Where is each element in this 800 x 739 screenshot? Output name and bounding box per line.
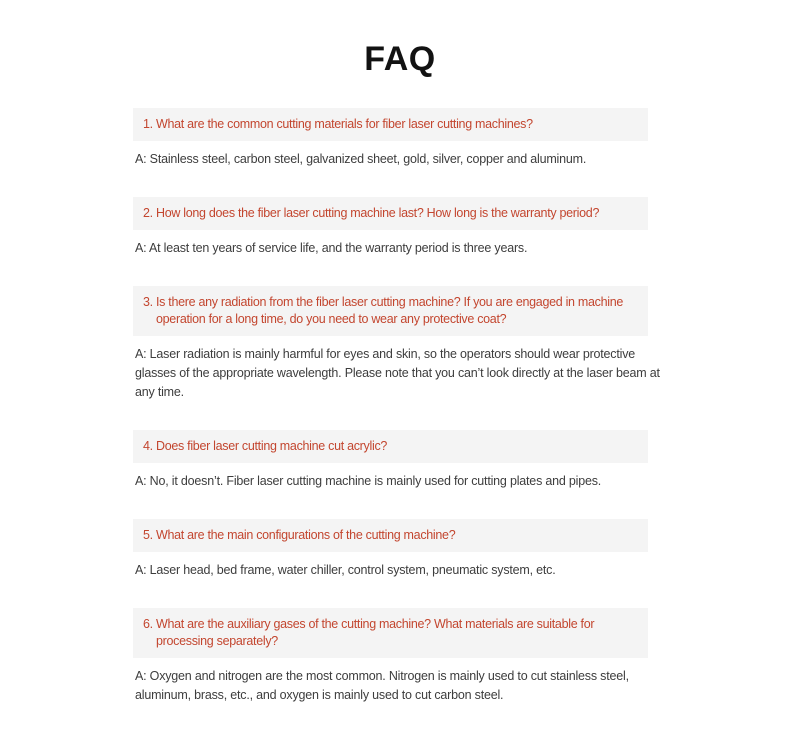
faq-item: [133, 108, 651, 169]
faq-question-text: 6. What are the auxiliary gases of the cutting machine? What materials are suitable for processing separately?: [143, 617, 595, 648]
faq-answer-text: A: Stainless steel, carbon steel, galvanized sheet, gold, silver, copper and aluminum.: [135, 152, 587, 166]
faq-question-band: [133, 286, 648, 336]
faq-question-band: [133, 519, 648, 552]
faq-question-band: [133, 608, 648, 658]
page-title: FAQ: [364, 40, 436, 78]
faq-question-band: [133, 197, 648, 230]
faq-question-band: [133, 430, 648, 463]
faq-question-text: 5. What are the main configurations of the cutting machine?: [143, 528, 456, 542]
faq-question-band: [133, 108, 648, 141]
faq-item: [133, 197, 651, 258]
faq-question-text: 4. Does fiber laser cutting machine cut acrylic?: [143, 439, 388, 453]
faq-item: [133, 430, 651, 491]
faq-answer-text: A: Oxygen and nitrogen are the most common. Nitrogen is mainly used to cut stainless steel, aluminum, brass, etc., and oxygen is mainly used to cut carbon steel.: [135, 669, 629, 702]
faq-question-text: 2. How long does the fiber laser cutting machine last? How long is the warranty period?: [143, 206, 600, 220]
faq-answer-text: A: At least ten years of service life, and the warranty period is three years.: [135, 241, 528, 255]
faq-item: [133, 519, 651, 580]
faq-answer-text: A: No, it doesn’t. Fiber laser cutting machine is mainly used for cutting plates and pipes.: [135, 474, 602, 488]
faq-answer-text: A: Laser radiation is mainly harmful for eyes and skin, so the operators should wear protective glasses of the appropriate wavelength. Please note that you can’t look directly at the laser beam at any time.: [135, 347, 660, 399]
faq-item: [133, 608, 651, 705]
faq-item: [133, 286, 660, 402]
faq-answer-text: A: Laser head, bed frame, water chiller, control system, pneumatic system, etc.: [135, 563, 556, 577]
faq-question-text: 1. What are the common cutting materials for fiber laser cutting machines?: [143, 117, 533, 131]
faq-question-text: 3. Is there any radiation from the fiber laser cutting machine? If you are engaged in machine operation for a long time, do you need to wear any protective coat?: [143, 295, 624, 326]
faq-list: [133, 108, 660, 705]
